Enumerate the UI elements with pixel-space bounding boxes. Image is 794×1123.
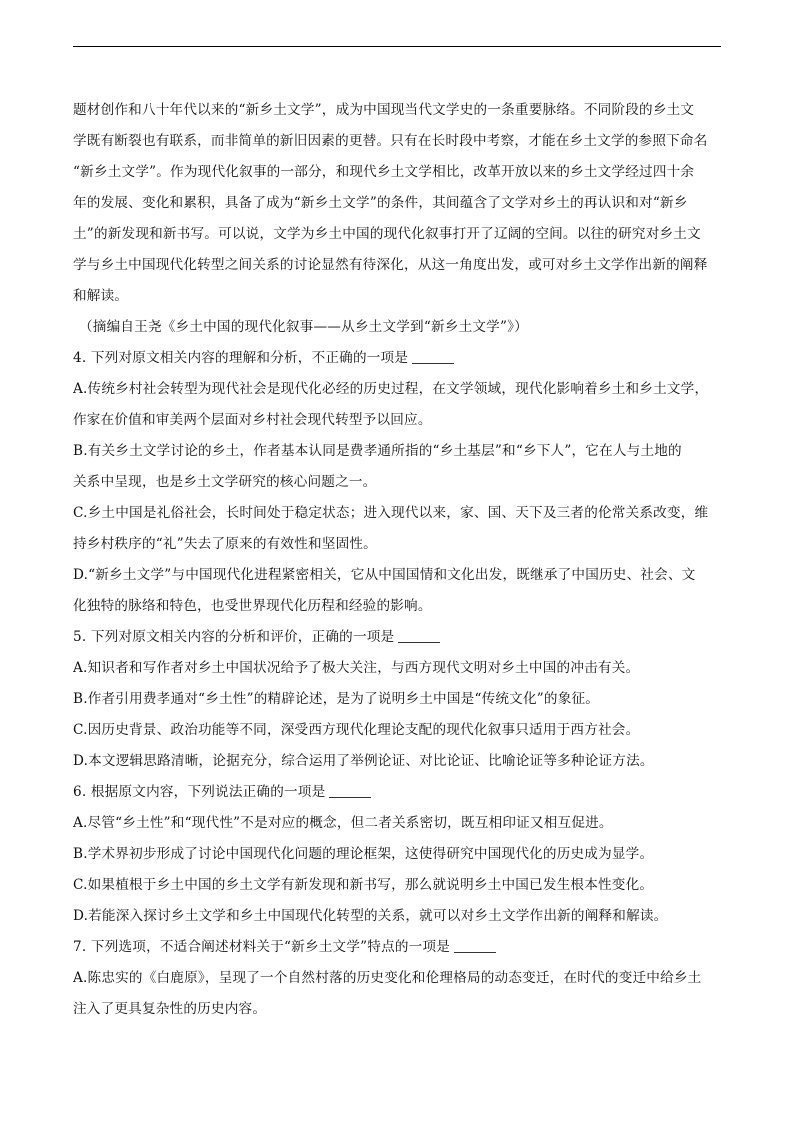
option-b: B.学术界初步形成了讨论中国现代化问题的理论框架，这使得研究中国现代化的历史成为显学。 [73, 846, 654, 862]
passage-paragraph [73, 95, 723, 312]
question-stem-text: 5. 下列对原文相关内容的分析和评价，正确的一项是 [73, 629, 395, 645]
source-citation: （摘编自王尧《乡土中国的现代化叙事——从乡土文学到“新乡土文学”》） [79, 319, 528, 335]
option-c: C.如果植根于乡土中国的乡土文学有新发现和新书写，那么就说明乡土中国已发生根本性变化。 [73, 877, 654, 893]
source-citation-block [73, 312, 723, 343]
option-d: D.本文逻辑思路清晰，论据充分，综合运用了举例论证、对比论证、比喻论证等多种论证方法。 [73, 753, 654, 769]
question-stem [73, 343, 723, 374]
option-a: A.尽管“乡土性”和“现代性”不是对应的概念，但二者关系密切，既互相印证又相互促进。 [73, 815, 613, 831]
option-b: B.作者引用费孝通对“乡土性”的精辟论述，是为了说明乡土中国是“传统文化”的象征。 [73, 691, 600, 707]
passage-line: 土”的新发现和新书写。可以说，文学为乡土中国的现代化叙事打开了辽阔的空间。以往的研究对乡土文 [73, 226, 701, 242]
option-c-line-2: 持乡村秩序的“礼”失去了原来的有效性和坚固性。 [73, 536, 377, 552]
question-stem [73, 932, 723, 963]
question-stem [73, 622, 723, 653]
option-d-line-2: 化独特的脉络和特色，也受世界现代化历程和经验的影响。 [73, 598, 432, 614]
passage-line: 学与乡土中国现代化转型之间关系的讨论显然有待深化，从这一角度出发，或可对乡土文学作出新的阐释 [73, 257, 708, 273]
passage-line: 年的发展、变化和累积，具备了成为“新乡土文学”的条件，其间蕴含了文学对乡土的再认识和对“新乡 [73, 195, 688, 211]
answer-blank[interactable] [329, 785, 371, 798]
option-a-line-1: A.陈忠实的《白鹿原》，呈现了一个自然村落的历史变化和伦理格局的动态变迁，在时代的变迁中给乡土 [73, 970, 702, 986]
option-b-line-1: B.有关乡土文学讨论的乡土，作者基本认同是费孝通所指的“乡土基层”和“乡下人”，它在人与土地的 [73, 443, 682, 459]
option-a-line-1: A.传统乡村社会转型为现代社会是现代化必经的历史过程，在文学领域，现代化影响着乡土和乡土文学， [73, 381, 709, 397]
passage-line: 题材创作和八十年代以来的“新乡土文学”，成为中国现当代文学史的一条重要脉络。不同阶段的乡土文 [73, 102, 695, 118]
question-4 [73, 343, 723, 622]
question-stem-text: 4. 下列对原文相关内容的理解和分析，不正确的一项是 [73, 350, 409, 366]
document-body [73, 95, 723, 1025]
option-c-line-1: C.乡土中国是礼俗社会，长时间处于稳定状态；进入现代以来，家、国、天下及三者的伦常关系改变，维 [73, 505, 709, 521]
passage-line: 学既有断裂也有联系，而非简单的新旧因素的更替。只有在长时段中考察，才能在乡土文学的参照下命名 [73, 133, 708, 149]
passage-line: 和解读。 [73, 288, 129, 304]
option-a: A.知识者和写作者对乡土中国状况给予了极大关注，与西方现代文明对乡土中国的冲击有关。 [73, 660, 640, 676]
question-7 [73, 932, 723, 1025]
question-stem-text: 7. 下列选项，不适合阐述材料关于“新乡土文学”特点的一项是 [73, 939, 451, 955]
option-d-line-1: D.“新乡土文学”与中国现代化进程紧密相关，它从中国国情和文化出发，既继承了中国历史、社会、文 [73, 567, 696, 583]
question-6 [73, 777, 723, 932]
header-rule [73, 46, 721, 47]
answer-blank[interactable] [398, 630, 440, 643]
passage-line: “新乡土文学”。作为现代化叙事的一部分，和现代乡土文学相比，改革开放以来的乡土文学经过四十余 [73, 164, 695, 180]
option-b-line-2: 关系中呈现，也是乡土文学研究的核心问题之一。 [73, 474, 377, 490]
question-stem [73, 777, 723, 808]
option-d: D.若能深入探讨乡土文学和乡土中国现代化转型的关系，就可以对乡土文学作出新的阐释和解读。 [73, 908, 668, 924]
option-a-line-2: 注入了更具复杂性的历史内容。 [73, 1001, 267, 1017]
option-a-line-2: 作家在价值和审美两个层面对乡村社会现代转型予以回应。 [73, 412, 432, 428]
question-5 [73, 622, 723, 777]
option-c: C.因历史背景、政治功能等不同，深受西方现代化理论支配的现代化叙事只适用于西方社会。 [73, 722, 640, 738]
answer-blank[interactable] [412, 351, 454, 364]
answer-blank[interactable] [454, 940, 496, 953]
question-stem-text: 6. 根据原文内容，下列说法正确的一项是 [73, 784, 326, 800]
